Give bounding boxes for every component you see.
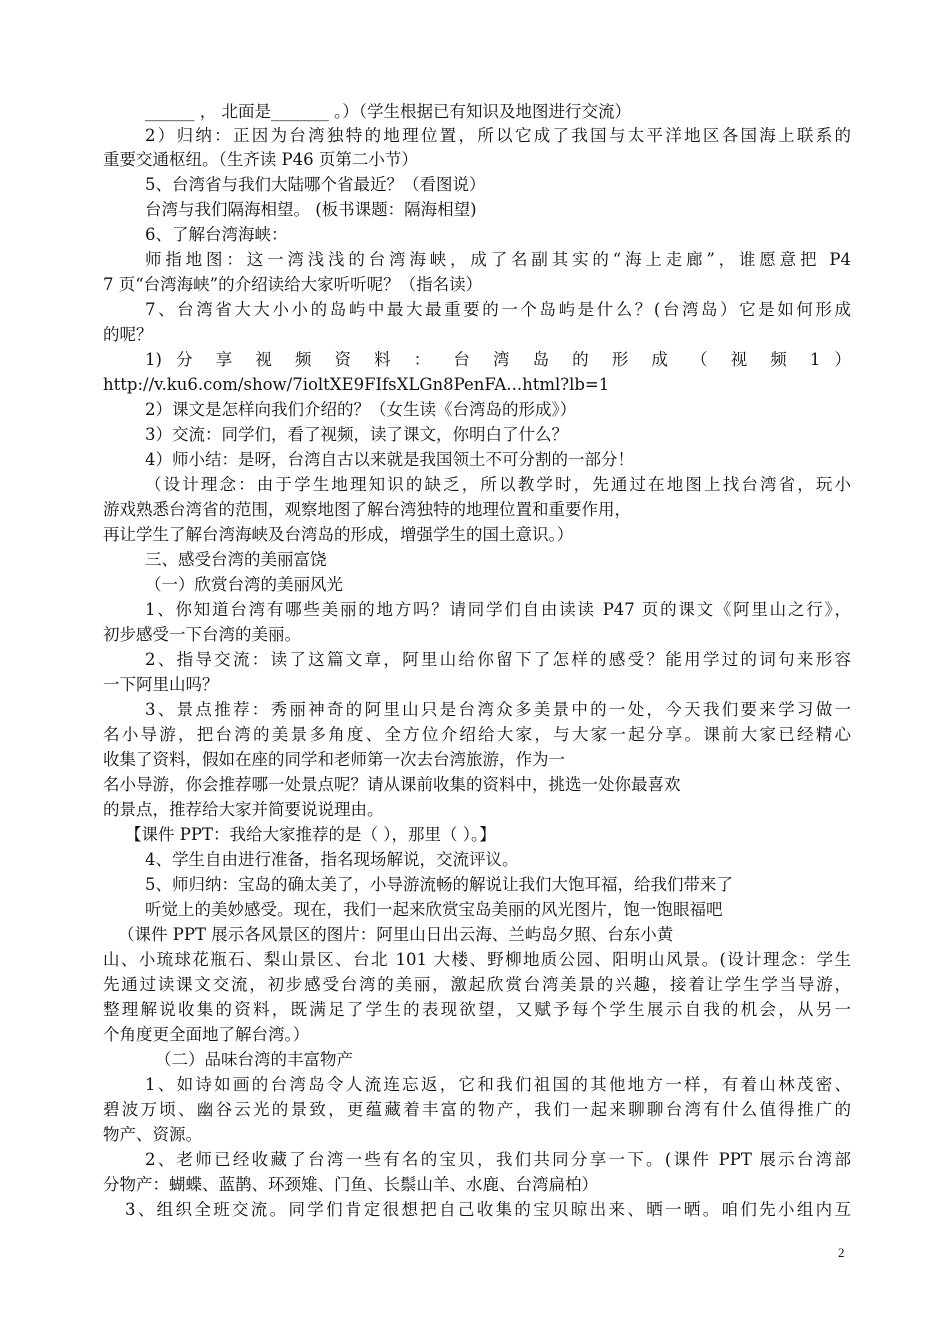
text-line: 的呢？ [103, 325, 153, 344]
text-line: 7 页“台湾海峡”的介绍读给大家听听呢？（指名读） [103, 275, 483, 294]
text-line: 的景点，推荐给大家并简要说说理由。 [103, 800, 384, 819]
text-line: 【课件 PPT：我给大家推荐的是（ ），那里（ ）。】 [125, 825, 496, 844]
text-line: http://v.ku6.com/show/7ioltXE9FIfsXLGn8PenFA...html?lb=1 [103, 375, 610, 394]
text-line: 2）课文是怎样向我们介绍的？（女生读《台湾岛的形成》） [145, 400, 577, 419]
text-line: 名小导游，你会推荐哪一处景点呢？请从课前收集的资料中，挑选一处你最喜欢 [103, 775, 681, 794]
text-line: 5、台湾省与我们大陆哪个省最近？（看图说） [145, 175, 486, 194]
text-line: 物产、资源。 [103, 1125, 202, 1144]
text-line: 3）交流：同学们，看了视频，读了课文，你明白了什么？ [145, 425, 568, 444]
text-line: 1) 分 享 视 频 资 料 ： 台 湾 岛 的 形 成 （ 视 频 1 ） [145, 350, 851, 369]
text-line: 2、老师已经收藏了台湾一些有名的宝贝，我们共同分享一下。(课件 PPT 展示台湾部 [145, 1150, 851, 1169]
text-line: 5、师归纳：宝岛的确太美了，小导游流畅的解说让我们大饱耳福，给我们带来了 [145, 875, 733, 894]
text-line: 名小导游，把台湾的美景多角度、全方位介绍给大家，与大家一起分享。课前大家已经精心 [103, 725, 851, 744]
text-line: 再让学生了解台湾海峡及台湾岛的形成，增强学生的国土意识。） [103, 525, 574, 544]
text-line: 整理解说收集的资料，既满足了学生的表现欲望，又赋予每个学生展示自我的机会，从另一 [103, 1000, 851, 1019]
subsection-heading: （一）欣赏台湾的美丽风光 [145, 575, 343, 594]
text-line: 2、指导交流：读了这篇文章，阿里山给你留下了怎样的感受？能用学过的词句来形容 [145, 650, 851, 669]
text-line: ______ ， 北面是_______ 。）（学生根据已有知识及地图进行交流） [145, 102, 631, 121]
text-line: 分物产：蝴蝶、蓝鹊、环颈雉、门鱼、长鬃山羊、水鹿、台湾扁柏） [103, 1175, 598, 1194]
text-line: 一下阿里山吗？ [103, 675, 219, 694]
text-line: 7、台湾省大大小小的岛屿中最大最重要的一个岛屿是什么？(台湾岛）它是如何形成 [145, 300, 851, 319]
text-line: 初步感受一下台湾的美丽。 [103, 625, 301, 644]
text-line: 师指地图：这一湾浅浅的台湾海峡，成了名副其实的“海上走廊”，谁愿意把 P4 [145, 250, 851, 269]
section-heading: 三、感受台湾的美丽富饶 [145, 550, 327, 569]
text-line: 收集了资料，假如在座的同学和老师第一次去台湾旅游，作为一 [103, 750, 565, 769]
text-line: 3、景点推荐：秀丽神奇的阿里山只是台湾众多美景中的一处，今天我们要来学习做一 [145, 700, 851, 719]
text-line: 先通过读课文交流，初步感受台湾的美丽，激起欣赏台湾美景的兴趣，接着让学生学当导游， [103, 975, 851, 994]
text-line: 4、学生自由进行准备，指名现场解说，交流评议。 [145, 850, 519, 869]
text-line: 1、如诗如画的台湾岛令人流连忘返，它和我们祖国的其他地方一样，有着山林茂密、 [145, 1075, 851, 1094]
text-line: 2）归纳：正因为台湾独特的地理位置，所以它成了我国与太平洋地区各国海上联系的 [145, 126, 851, 145]
text-line: （课件 PPT 展示各风景区的图片：阿里山日出云海、兰屿岛夕照、台东小黄 [118, 925, 674, 944]
text-line: 重要交通枢纽。（生齐读 P46 页第二小节） [103, 150, 418, 169]
text-line: 听觉上的美妙感受。现在，我们一起来欣赏宝岛美丽的风光图片，饱一饱眼福吧 [145, 900, 723, 919]
text-line: 3、组织全班交流。同学们肯定很想把自己收集的宝贝晾出来、晒一晒。咱们先小组内互 [125, 1200, 851, 1219]
text-line: 4）师小结：是呀，台湾自古以来就是我国领土不可分割的一部分！ [145, 450, 634, 469]
text-line: 个角度更全面地了解台湾。） [103, 1025, 310, 1044]
subsection-heading: （二）品味台湾的丰富物产 [155, 1050, 353, 1069]
text-line: （设计理念：由于学生地理知识的缺乏，所以教学时，先通过在地图上找台湾省，玩小 [145, 475, 851, 494]
text-line: 台湾与我们隔海相望。 (板书课题：隔海相望) [145, 200, 477, 219]
text-line: 山、小琉球花瓶石、梨山景区、台北 101 大楼、野柳地质公园、阳明山风景。(设计理念：学生 [103, 950, 851, 969]
page-number: 2 [838, 1245, 845, 1260]
text-line: 碧波万顷、幽谷云光的景致，更蕴藏着丰富的物产，我们一起来聊聊台湾有什么值得推广的 [103, 1100, 851, 1119]
text-line: 1、你知道台湾有哪些美丽的地方吗？请同学们自由读读 P47 页的课文《阿里山之行》， [145, 600, 851, 619]
text-line: 游戏熟悉台湾省的范围，观察地图了解台湾独特的地理位置和重要作用， [103, 500, 631, 519]
text-line: 6、了解台湾海峡： [145, 225, 288, 244]
